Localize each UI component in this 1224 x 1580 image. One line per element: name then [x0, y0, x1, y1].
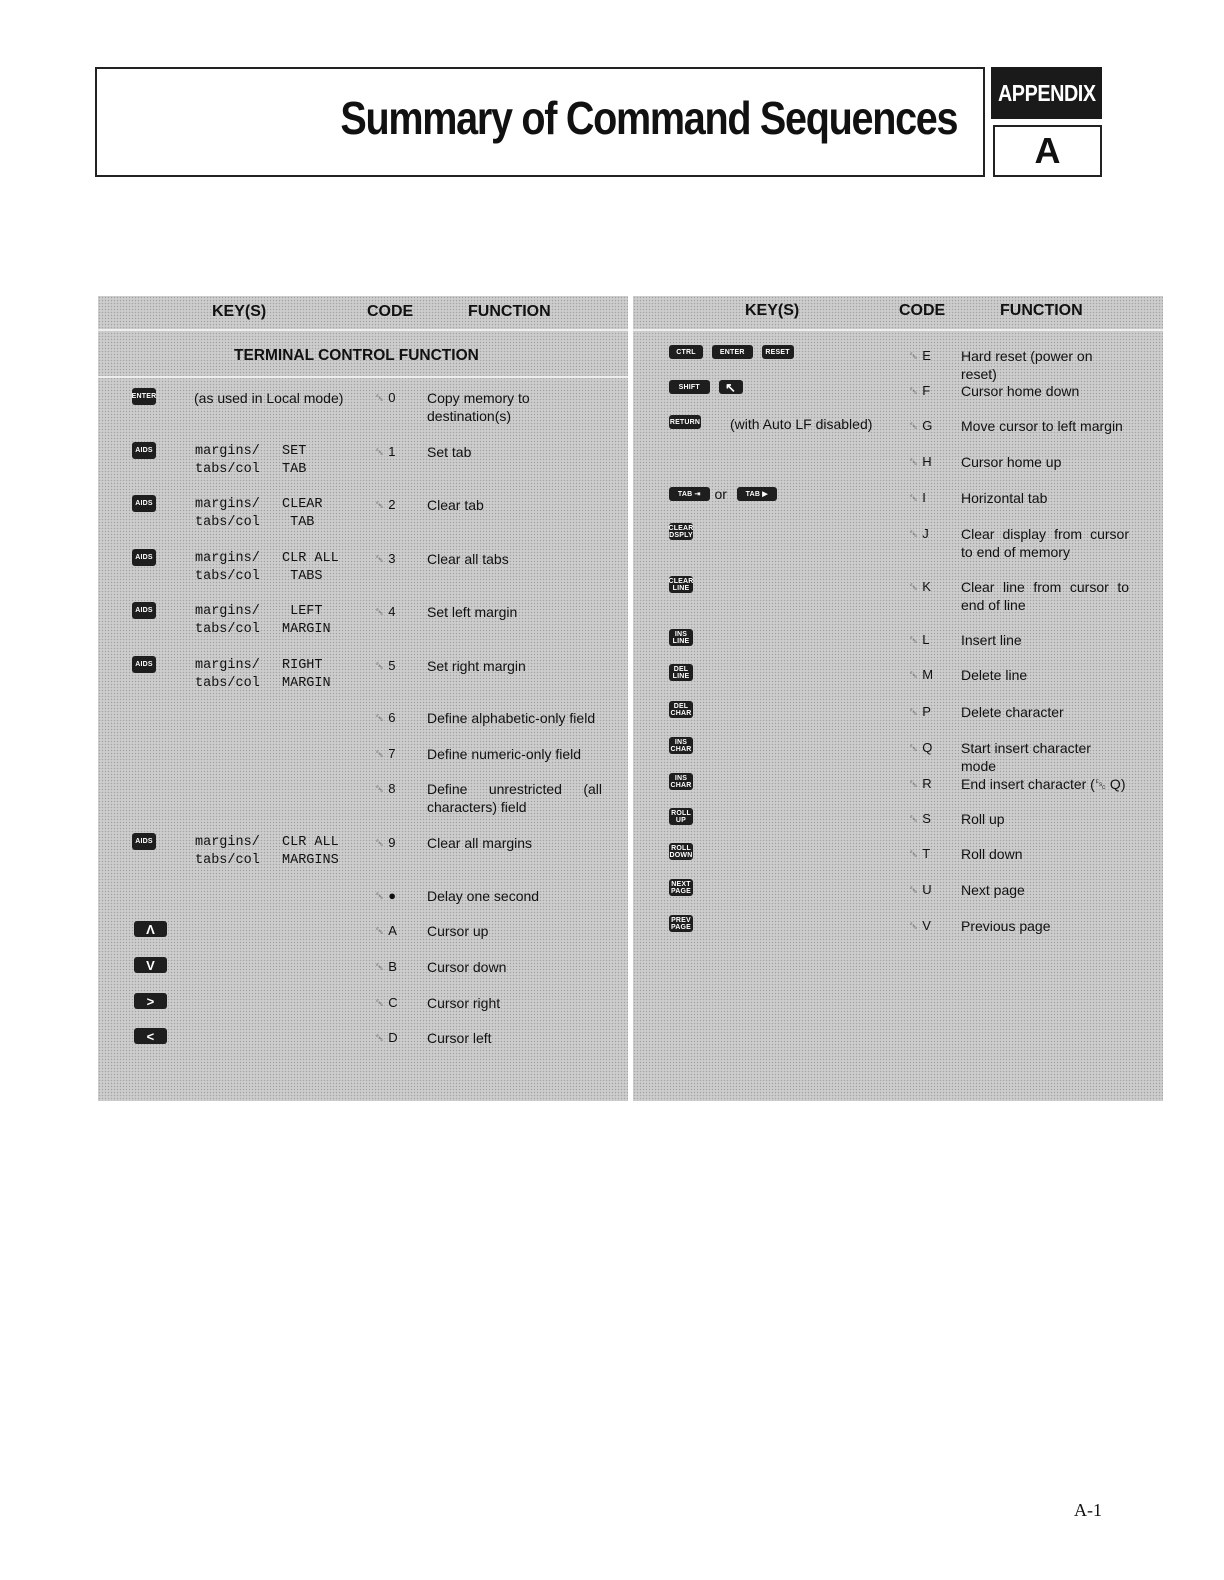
code-value: 9 — [388, 835, 396, 850]
escape-code — [910, 525, 929, 544]
key-del-line: DEL LINE — [669, 664, 693, 681]
escape-icon: ␛ — [910, 707, 918, 717]
appendix-letter: A — [1034, 130, 1061, 171]
escape-icon: ␛ — [910, 457, 918, 467]
escape-icon: ␛ — [910, 849, 918, 859]
function-description: Copy memory to destination(s) — [427, 390, 530, 424]
key-enter: ENTER — [712, 345, 753, 359]
escape-code — [376, 745, 395, 764]
escape-code — [376, 550, 395, 569]
escape-icon: ␛ — [376, 661, 384, 671]
escape-code — [910, 489, 926, 508]
function-description: Clear all margins — [427, 835, 533, 851]
function-description: End insert character (␛ Q) — [961, 776, 1126, 792]
escape-icon: ␛ — [910, 779, 918, 789]
escape-code — [376, 709, 395, 728]
escape-code — [910, 845, 930, 864]
function-description: Roll up — [961, 811, 1005, 827]
escape-code — [910, 382, 930, 401]
key-aids: AIDS — [132, 495, 156, 512]
function-description: Cursor left — [427, 1030, 492, 1046]
softkey-menu-label: margins/ tabs/col — [195, 835, 260, 868]
key-roll-down: ROLL DOWN — [669, 844, 693, 859]
function-description: Cursor home up — [961, 454, 1062, 470]
code-value: K — [922, 579, 931, 594]
appendix-letter-box — [993, 125, 1102, 177]
key-aids: AIDS — [132, 549, 156, 566]
function-description: Define alphabetic-only field — [427, 710, 596, 726]
function-description: Define unrestricted (all characters) field — [427, 781, 602, 815]
escape-code — [376, 887, 396, 906]
right-table-panel — [633, 296, 1163, 1101]
function-description: Insert line — [961, 632, 1022, 648]
escape-icon: ␛ — [910, 635, 918, 645]
function-description: Roll down — [961, 846, 1023, 862]
header-function-right: FUNCTION — [1000, 302, 1083, 319]
appendix-badge — [991, 67, 1102, 119]
escape-icon: ␛ — [376, 962, 384, 972]
key-note: (with Auto LF disabled) — [730, 416, 873, 432]
softkey-function-label: CLR ALL TABS — [282, 551, 339, 584]
header-divider — [98, 329, 628, 331]
function-description: Previous page — [961, 918, 1051, 934]
page-title: Summary of Command Sequences — [340, 92, 957, 144]
softkey-menu-label: margins/ tabs/col — [195, 604, 260, 637]
key-clear-line: CLEAR LINE — [668, 577, 694, 592]
key-home: ↖ — [719, 380, 743, 394]
escape-icon: ␛ — [376, 891, 384, 901]
key-next-page: NEXT PAGE — [670, 880, 692, 895]
escape-code — [910, 739, 932, 758]
key-aids: AIDS — [132, 442, 156, 459]
escape-icon: ␛ — [376, 749, 384, 759]
escape-code — [376, 958, 397, 977]
function-description: Next page — [961, 882, 1025, 898]
key-del-char: DEL CHAR — [670, 702, 692, 717]
softkey-menu-label: margins/ tabs/col — [195, 444, 260, 477]
section-divider — [98, 376, 628, 378]
function-description: Cursor home down — [961, 383, 1080, 399]
code-value: E — [922, 348, 931, 363]
escape-icon: ␛ — [910, 921, 918, 931]
key-enter: ENTER — [132, 388, 156, 405]
escape-code — [910, 666, 933, 685]
escape-icon: ␛ — [910, 582, 918, 592]
code-value: U — [922, 882, 932, 897]
escape-code — [376, 834, 395, 853]
arrow-key-left: < — [134, 1028, 167, 1044]
title-box — [95, 67, 985, 177]
escape-code — [910, 881, 932, 900]
key-return: RETURN — [669, 415, 701, 429]
code-value: H — [922, 454, 932, 469]
escape-code — [910, 703, 931, 722]
header-divider — [633, 329, 1163, 331]
softkey-menu-label: margins/ tabs/col — [195, 658, 260, 691]
escape-code — [376, 389, 395, 408]
function-description: Horizontal tab — [961, 490, 1048, 506]
key-roll-up: ROLL UP — [669, 808, 693, 825]
code-value: I — [922, 490, 926, 505]
escape-icon: ␛ — [376, 554, 384, 564]
key-note: or — [714, 486, 727, 502]
key-ctrl: CTRL — [669, 345, 703, 359]
key-reset: RESET — [762, 345, 794, 359]
function-description: Cursor right — [427, 995, 501, 1011]
escape-icon: ␛ — [910, 885, 918, 895]
escape-icon: ␛ — [376, 998, 384, 1008]
header-code-left: CODE — [367, 303, 414, 320]
function-description: Set right margin — [427, 658, 526, 674]
code-value: A — [388, 923, 397, 938]
code-value: L — [922, 632, 930, 647]
function-description: Clear tab — [427, 497, 484, 513]
code-value: P — [922, 704, 931, 719]
code-value: 0 — [388, 390, 396, 405]
key-aids: AIDS — [132, 833, 156, 850]
escape-icon: ␛ — [376, 784, 384, 794]
escape-icon: ␛ — [376, 926, 384, 936]
key-ins-char: INS CHAR — [670, 738, 692, 753]
escape-code — [376, 443, 395, 462]
header-keys-right: KEY(S) — [745, 302, 800, 319]
code-value: 8 — [388, 781, 396, 796]
function-description: Clear line from cursor to end of line — [961, 579, 1129, 613]
function-description: Delete character — [961, 704, 1064, 720]
function-description: Set tab — [427, 444, 472, 460]
escape-code — [910, 453, 932, 472]
softkey-function-label: CLEAR TAB — [282, 497, 323, 530]
escape-code — [910, 347, 931, 366]
escape-code — [910, 917, 931, 936]
function-description: Start insert character mode — [961, 740, 1091, 774]
code-value: 3 — [388, 551, 396, 566]
code-value: S — [922, 811, 931, 826]
code-value: 5 — [388, 658, 396, 673]
header-function-left: FUNCTION — [468, 303, 551, 320]
softkey-function-label: RIGHT MARGIN — [282, 658, 331, 691]
header-keys-left: KEY(S) — [212, 303, 267, 320]
arrow-key-right: > — [134, 993, 167, 1009]
code-value: B — [388, 959, 397, 974]
code-value: 7 — [388, 746, 396, 761]
code-value: Q — [922, 740, 933, 755]
escape-icon: ␛ — [376, 447, 384, 457]
softkey-menu-label: margins/ tabs/col — [195, 497, 260, 530]
escape-code — [910, 417, 932, 436]
code-value: T — [922, 846, 931, 861]
code-value: 1 — [388, 444, 396, 459]
softkey-function-label: LEFT MARGIN — [282, 604, 331, 637]
escape-icon: ␛ — [910, 743, 918, 753]
page-number: A-1 — [1074, 1500, 1102, 1520]
code-value: G — [922, 418, 933, 433]
key-ins-line: INS LINE — [669, 629, 693, 646]
function-description: Delay one second — [427, 888, 540, 904]
escape-icon: ␛ — [910, 421, 918, 431]
escape-icon: ␛ — [376, 1033, 384, 1043]
escape-icon: ␛ — [376, 713, 384, 723]
escape-code — [376, 657, 395, 676]
escape-code — [376, 1029, 398, 1048]
left-table-panel — [98, 296, 628, 1101]
escape-code — [910, 775, 932, 794]
key-ins-char: INS CHAR — [670, 774, 692, 789]
escape-icon: ␛ — [910, 529, 918, 539]
function-description: Define numeric-only field — [427, 746, 582, 762]
escape-code — [376, 922, 397, 941]
escape-icon: ␛ — [910, 670, 918, 680]
key-aids: AIDS — [132, 602, 156, 619]
escape-icon: ␛ — [376, 500, 384, 510]
escape-code — [376, 780, 395, 799]
code-value: C — [388, 995, 398, 1010]
code-value: F — [922, 383, 931, 398]
function-description: Set left margin — [427, 604, 518, 620]
escape-code — [376, 603, 395, 622]
appendix-label: APPENDIX — [997, 79, 1096, 106]
function-description: Move cursor to left margin — [961, 418, 1123, 434]
function-description: Delete line — [961, 667, 1028, 683]
key-tab: TAB ⇥ — [669, 487, 710, 501]
code-value: J — [922, 526, 929, 541]
escape-code — [376, 496, 395, 515]
code-value: D — [388, 1030, 398, 1045]
key-note: (as used in Local mode) — [194, 390, 344, 406]
code-value: V — [922, 918, 931, 933]
function-description: Cursor up — [427, 923, 489, 939]
function-description: Cursor down — [427, 959, 507, 975]
escape-code — [910, 810, 931, 829]
code-value: M — [922, 667, 934, 682]
arrow-key-down: V — [134, 957, 167, 973]
code-value: 6 — [388, 710, 396, 725]
section-title: TERMINAL CONTROL FUNCTION — [234, 347, 479, 364]
code-value: R — [922, 776, 932, 791]
escape-icon: ␛ — [910, 351, 918, 361]
escape-icon: ␛ — [910, 814, 918, 824]
key-tab: TAB ▶ — [737, 487, 778, 501]
escape-icon: ␛ — [376, 838, 384, 848]
softkey-menu-label: margins/ tabs/col — [195, 551, 260, 584]
function-description: Hard reset (power on reset) — [961, 348, 1093, 382]
escape-code — [910, 578, 931, 597]
escape-icon: ␛ — [376, 393, 384, 403]
header-code-right: CODE — [899, 302, 946, 319]
escape-code — [376, 994, 398, 1013]
arrow-key-up: Λ — [134, 921, 167, 937]
key-prev-page: PREV PAGE — [670, 916, 692, 931]
key-shift: SHIFT — [669, 380, 710, 394]
escape-icon: ␛ — [910, 386, 918, 396]
key-clear-dsply: CLEAR DSPLY — [668, 524, 694, 539]
code-value: ● — [388, 888, 397, 903]
function-description: Clear display from cursor to end of memory — [961, 526, 1129, 560]
key-aids: AIDS — [132, 656, 156, 673]
code-value: 4 — [388, 604, 396, 619]
escape-icon: ␛ — [910, 493, 918, 503]
function-description: Clear all tabs — [427, 551, 509, 567]
escape-code — [910, 631, 929, 650]
softkey-function-label: CLR ALL MARGINS — [282, 835, 339, 868]
escape-icon: ␛ — [376, 607, 384, 617]
softkey-function-label: SET TAB — [282, 444, 307, 477]
code-value: 2 — [388, 497, 396, 512]
